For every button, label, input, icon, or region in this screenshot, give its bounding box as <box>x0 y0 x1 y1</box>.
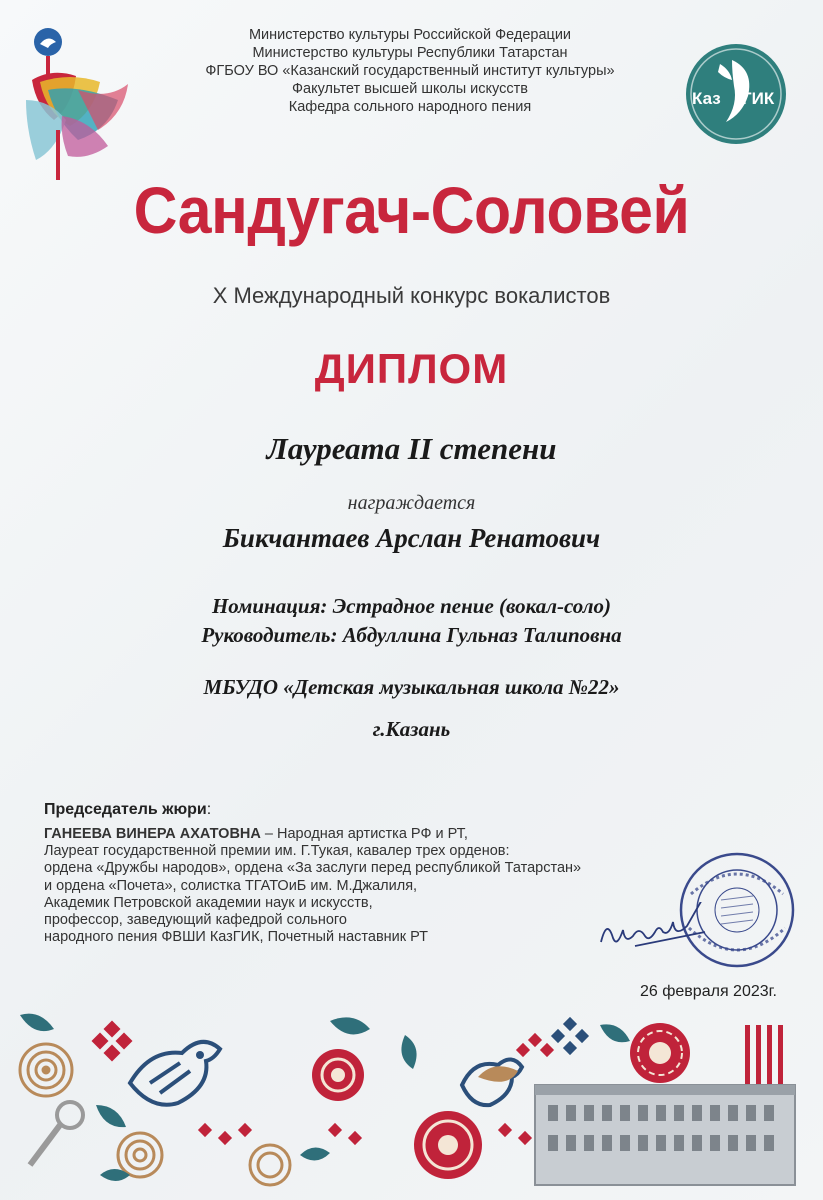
sun-ornament-icon <box>630 1023 690 1083</box>
nomination: Номинация: Эстрадное пение (вокал-соло) <box>211 594 612 618</box>
organization-header <box>130 26 690 116</box>
concentric-circle-icon <box>118 1133 290 1185</box>
header-line: Министерство культуры Российской Федерации <box>248 27 572 43</box>
jury-description <box>44 826 581 946</box>
pomegranate-icon <box>312 1049 364 1101</box>
bird-icon <box>130 1042 220 1105</box>
supervisor: Руководитель: Абдуллина Гульназ Талиповна <box>201 623 622 647</box>
jury-heading-text: Председатель жюри <box>44 801 207 818</box>
jury-line: народного пения ФВШИ КазГИК, Почетный наставник РТ <box>44 929 429 946</box>
medallion-icon <box>414 1111 482 1179</box>
diploma-label: ДИПЛОМ <box>314 345 509 392</box>
header-line: Кафедра сольного народного пения <box>288 99 532 115</box>
issue-date: 26 февраля 2023г. <box>640 983 777 1000</box>
competition-title: Сандугач-Соловей <box>133 173 690 247</box>
jury-line-text: – Народная артистка РФ и РТ, <box>260 826 468 842</box>
awarded-label: награждается <box>347 492 476 514</box>
festival-logo <box>18 20 138 185</box>
competition-subtitle: X Международный конкурс вокалистов <box>212 283 611 308</box>
jury-heading-colon: : <box>206 801 212 818</box>
jury-line: Академик Петровской академии наук и искусств, <box>44 894 373 911</box>
jury-chair-name: ГАНЕЕВА ВИНЕРА АХАТОВНА <box>44 826 261 842</box>
kazgik-logo <box>684 42 788 146</box>
header-line: Факультет высшей школы искусств <box>292 81 528 97</box>
jury-line: профессор, заведующий кафедрой сольного <box>44 912 347 929</box>
city: г.Казань <box>372 717 451 741</box>
header-line: ФГБОУ ВО «Казанский государственный институт культуры» <box>205 63 615 79</box>
jury-line: Лауреат государственной премии им. Г.Тукая, кавалер трех орденов: <box>44 843 510 860</box>
logo-text-right: ГИК <box>742 89 775 108</box>
building-icon <box>535 1085 795 1185</box>
jury-line: ордена «Дружбы народов», ордена «За заслуги перед республикой Татарстан» <box>44 860 582 877</box>
bird-icon <box>462 1059 522 1105</box>
concentric-circle-icon <box>20 1044 72 1096</box>
folk-ornament <box>0 1005 823 1200</box>
microphone-icon <box>30 1102 83 1165</box>
header-line: Министерство культуры Республики Татарстан <box>252 45 568 61</box>
logo-text-left: Каз <box>692 89 721 108</box>
recipient-name: Бикчантаев Арслан Ренатович <box>222 523 601 553</box>
jury-line: и ордена «Почета», солистка ТГАТОиБ им. М.Джалиля, <box>44 877 418 894</box>
jury-heading <box>44 801 211 819</box>
signature <box>595 902 715 962</box>
nomination-block <box>0 592 823 650</box>
laureate-degree: Лауреата II степени <box>266 431 557 466</box>
jury-line <box>44 826 581 843</box>
school-name: МБУДО «Детская музыкальная школа №22» <box>203 675 620 699</box>
